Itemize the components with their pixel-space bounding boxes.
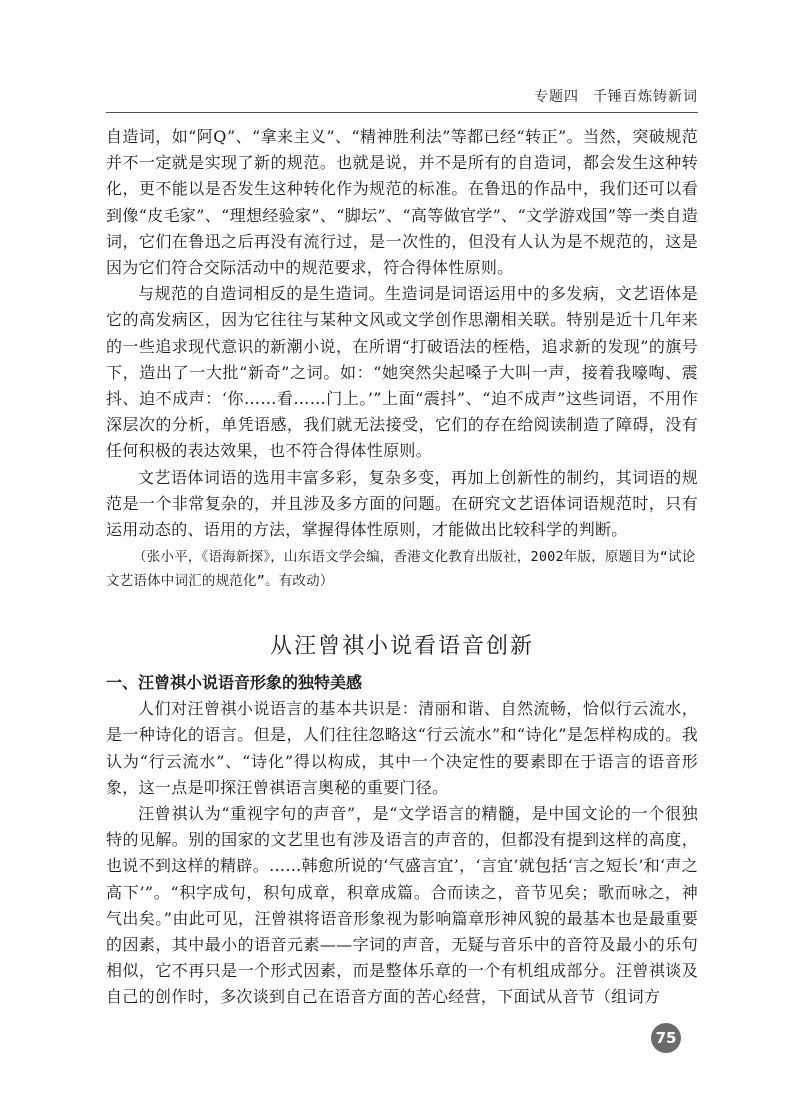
header-title: 千锤百炼铸新词 (593, 89, 698, 105)
page-body (106, 124, 698, 1011)
header-rule (106, 112, 698, 113)
article-title: 从汪曾祺小说看语音创新 (269, 634, 534, 660)
paragraph-conclusion: 文艺语体词语的选用丰富多彩，复杂多变，再加上创新性的制约，其词语的规范是一个非常复杂的，并且涉及多方面的问题。在研究文艺语体词语规范时，只有运用动态的、语用的方法，掌握得体性原则，才能做出比较科学的判断。 (106, 467, 698, 540)
paragraph-coined-words: 与规范的自造词相反的是生造词。生造词是词语运用中的多发病，文艺语体是它的高发病区，因为它往往与某种文风或文学创作思潮相关联。特别是近十几年来的一些追求现代意识的新潮小说，在所谓“打破语法的桎梏，追求新的发现”的旗号下，造出了一大批“新奇”之词。如：“她突然尖起嗓子大叫一声，接着我嚎啕、震抖、迫不成声：‘你……看……门上。’”上面“震抖”、“迫不成声”这些词语，不用作深层次的分析，单凭语感，我们就无法接受，它们的存在给阅读制造了障碍，没有任何积极的表达效果，也不符合得体性原则。 (106, 284, 698, 461)
source-note: （张小平，《语海新探》，山东语文学会编，香港文化教育出版社，2002年版，原题目为“试论文艺语体中词汇的规范化”。有改动） (106, 549, 696, 590)
paragraph-continued: 自造词，如“阿Q”、“拿来主义”、“精神胜利法”等都已经“转正”。当然，突破规范并不一定就是实现了新的规范。也就是说，并不是所有的自造词，都会发生这种转化，更不能以是否发生这种转化作为规范的标准。在鲁迅的作品中，我们还可以看到像“皮毛家”、“理想经验家”、“脚坛”、“高等做官学”、“文学游戏国”等一类自造词，它们在鲁迅之后再没有流行过，是一次性的，但没有人认为是不规范的，这是因为它们符合交际活动中的规范要求，符合得体性原则。 (106, 127, 698, 278)
article-paragraph-1: 人们对汪曾祺小说语言的基本共识是：清丽和谐、自然流畅，恰似行云流水，是一种诗化的语言。但是，人们往往忽略这“行云流水”和“诗化”是怎样构成的。我认为“行云流水”、“诗化”得以构成，其中一个决定性的要素即在于语言的语音形象，这一点是叩探汪曾祺语言奥秘的重要门径。 (106, 699, 698, 797)
header-chapter: 专题四 (534, 89, 579, 105)
running-header (120, 86, 698, 106)
section-heading: 一、汪曾祺小说语音形象的独特美感 (106, 673, 363, 693)
page-number-badge: 75 (651, 1023, 681, 1053)
article-paragraph-2: 汪曾祺认为“重视字句的声音”，是“文学语言的精髓，是中国文论的一个很独特的见解。别的国家的文艺里也有涉及语言的声音的，但都没有提到这样的高度，也说不到这样的精辟。……韩愈所说的‘气盛言宜’，‘言宜’就包括‘言之短长’和‘声之高下’”。“积字成句，积句成章，积章成篇。合而读之，音节见矣；歌而咏之，神气出矣。”由此可见，汪曾祺将语音形象视为影响篇章形神风貌的最基本也是最重要的因素，其中最小的语音元素——字词的声音，无疑与音乐中的音符及最小的乐句相似，它不再只是一个形式因素，而是整体乐章的一个有机组成部分。汪曾祺谈及自己的创作时，多次谈到自己在语音方面的苦心经营，下面试从音节（组词方 (106, 804, 698, 1007)
